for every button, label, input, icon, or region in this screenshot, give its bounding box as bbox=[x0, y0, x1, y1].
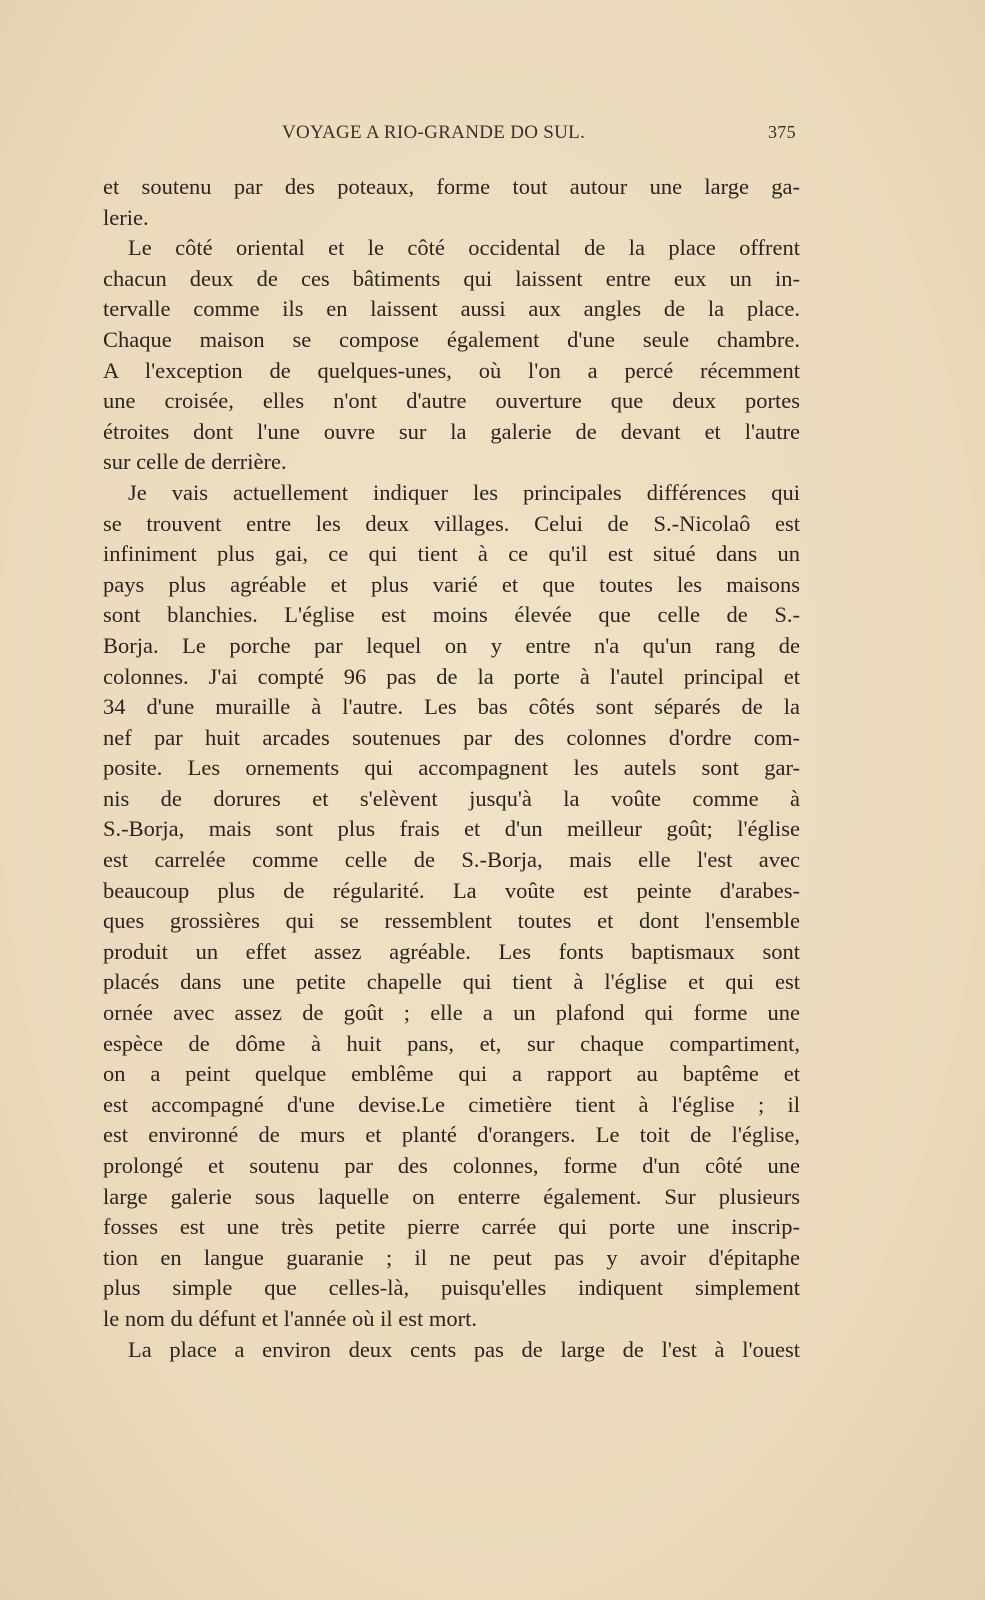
text-line: chacun deux de ces bâtiments qui laissent entre eux un in- bbox=[103, 265, 800, 291]
text-line: colonnes. J'ai compté 96 pas de la porte à l'autel principal et bbox=[103, 663, 800, 689]
text-line: Je vais actuellement indiquer les principales différences qui bbox=[128, 479, 800, 505]
text-line: est accompagné d'une devise.Le cimetière tient à l'église ; il bbox=[103, 1091, 800, 1117]
text-line: sur celle de derrière. bbox=[103, 449, 287, 475]
text-line: posite. Les ornements qui accompagnent les autels sont gar- bbox=[103, 755, 800, 781]
text-line: tion en langue guaranie ; il ne peut pas y avoir d'épitaphe bbox=[103, 1244, 800, 1270]
text-line: sont blanchies. L'église est moins élevée que celle de S.- bbox=[103, 602, 800, 628]
text-line: est environné de murs et planté d'orangers. Le toit de l'église, bbox=[103, 1122, 800, 1148]
text-line: A l'exception de quelques-unes, où l'on a percé récemment bbox=[103, 357, 800, 383]
page-number: 375 bbox=[768, 122, 796, 142]
text-line: on a peint quelque emblême qui a rapport au baptême et bbox=[103, 1061, 800, 1087]
text-line: le nom du défunt et l'année où il est mort. bbox=[103, 1305, 477, 1331]
text-line: est carrelée comme celle de S.-Borja, mais elle l'est avec bbox=[103, 847, 800, 873]
text-line: placés dans une petite chapelle qui tient à l'église et qui est bbox=[103, 969, 800, 995]
running-head bbox=[0, 120, 985, 146]
text-line: ques grossières qui se ressemblent toutes et dont l'ensemble bbox=[103, 908, 800, 934]
paragraph bbox=[103, 172, 800, 233]
paragraph bbox=[103, 233, 800, 478]
text-line: fosses est une très petite pierre carrée qui porte une inscrip- bbox=[103, 1214, 800, 1240]
text-line: pays plus agréable et plus varié et que toutes les maisons bbox=[103, 571, 800, 597]
text-line: prolongé et soutenu par des colonnes, forme d'un côté une bbox=[103, 1153, 800, 1178]
paragraph bbox=[103, 1335, 800, 1366]
text-line: Chaque maison se compose également d'une seule chambre. bbox=[103, 326, 800, 352]
running-title: VOYAGE A RIO-GRANDE DO SUL. bbox=[282, 122, 586, 143]
text-line: Borja. Le porche par lequel on y entre n'a qu'un rang de bbox=[103, 632, 800, 658]
text-line: nef par huit arcades soutenues par des colonnes d'ordre com- bbox=[103, 724, 800, 750]
text-line: La place a environ deux cents pas de large de l'est à l'ouest bbox=[128, 1336, 800, 1362]
text-line: beaucoup plus de régularité. La voûte est peinte d'arabes- bbox=[103, 877, 800, 903]
text-line: large galerie sous laquelle on enterre également. Sur plusieurs bbox=[103, 1183, 800, 1209]
text-line: espèce de dôme à huit pans, et, sur chaque compartiment, bbox=[103, 1030, 800, 1056]
text-line: ornée avec assez de goût ; elle a un plafond qui forme une bbox=[103, 1000, 800, 1026]
body-text bbox=[103, 172, 800, 1365]
text-line: Le côté oriental et le côté occidental de la place offrent bbox=[128, 235, 800, 261]
text-line: et soutenu par des poteaux, forme tout autour une large ga- bbox=[103, 174, 800, 199]
text-line: tervalle comme ils en laissent aussi aux angles de la place. bbox=[103, 296, 800, 322]
paragraph bbox=[103, 478, 800, 1335]
text-line: infiniment plus gai, ce qui tient à ce qu'il est situé dans un bbox=[103, 541, 800, 567]
text-line: une croisée, elles n'ont d'autre ouverture que deux portes bbox=[103, 388, 800, 414]
text-line: étroites dont l'une ouvre sur la galerie de devant et l'autre bbox=[103, 418, 800, 444]
text-line: plus simple que celles-là, puisqu'elles indiquent simplement bbox=[103, 1275, 800, 1301]
text-line: S.-Borja, mais sont plus frais et d'un meilleur goût; l'église bbox=[103, 816, 800, 842]
text-line: lerie. bbox=[103, 204, 149, 230]
text-line: nis de dorures et s'elèvent jusqu'à la voûte comme à bbox=[103, 785, 800, 811]
text-line: 34 d'une muraille à l'autre. Les bas côtés sont séparés de la bbox=[103, 694, 800, 720]
text-line: produit un effet assez agréable. Les fonts baptismaux sont bbox=[103, 938, 800, 964]
text-line: se trouvent entre les deux villages. Celui de S.-Nicolaô est bbox=[103, 510, 800, 536]
